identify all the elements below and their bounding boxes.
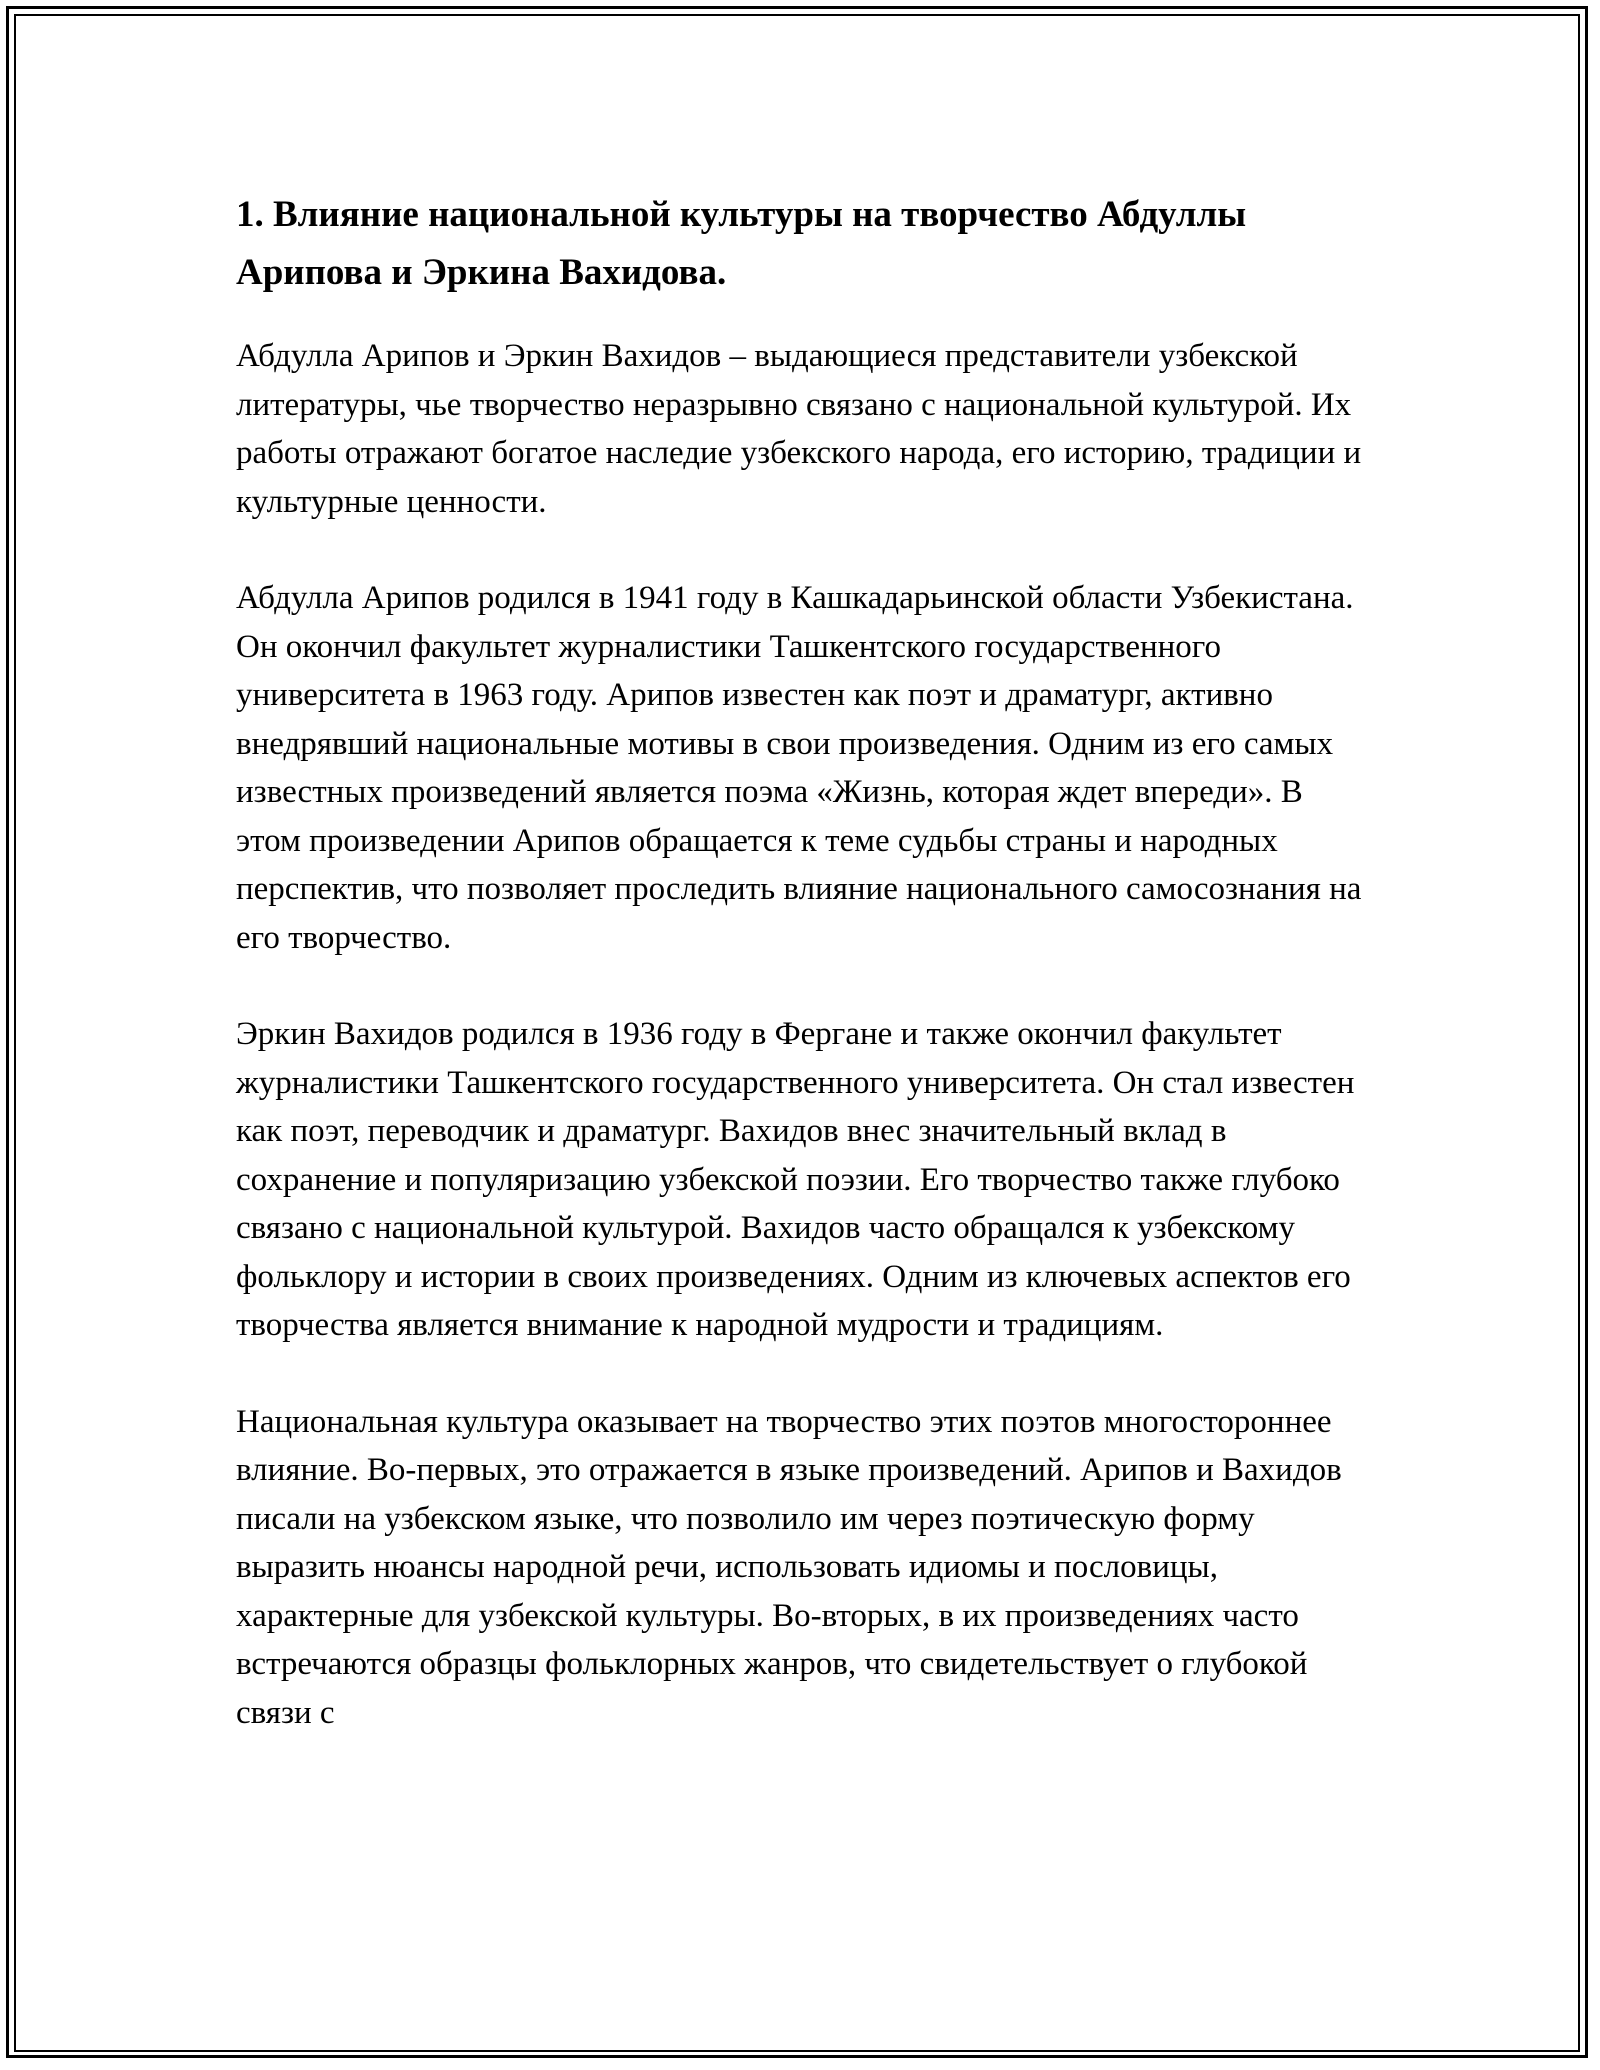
paragraph-vakhidov: Эркин Вахидов родился в 1936 году в Фергане и также окончил факультет журналистики Ташкентского государственного университета. Он стал известен как поэт, переводчик и драматург. Вахидов внес значительный вклад в сохранение и популяризацию узбекской поэзии. Его творчество также глубоко связано с национальной культурой. Вахидов часто обращался к узбекскому фольклору и истории в своих произведениях. Одним из ключевых аспектов его творчества является внимание к народной мудрости и традициям. [236, 1016, 1355, 1343]
paragraph-aripov: Абдулла Арипов родился в 1941 году в Кашкадарьинской области Узбекистана. Он окончил факультет журналистики Ташкентского государственного университета в 1963 году. Арипов известен как поэт и драматург, активно внедрявший национальные мотивы в свои произведения. Одним из его самых известных произведений является поэма «Жизнь, которая ждет впереди». В этом произведении Арипов обращается к теме судьбы страны и народных перспектив, что позволяет проследить влияние национального самосознания на его творчество. [236, 580, 1362, 956]
paragraph-national-culture: Национальная культура оказывает на творчество этих поэтов многостороннее влияние. Во-первых, это отражается в языке произведений. Арипов и Вахидов писали на узбекском языке, что позволило им через поэтическую форму выразить нюансы народной речи, использовать идиомы и пословицы, характерные для узбекской культуры. Во-вторых, в их произведениях часто встречаются образцы фольклорных жанров, что свидетельствует о глубокой связи с [236, 1403, 1342, 1731]
paragraph-intro: Абдулла Арипов и Эркин Вахидов – выдающиеся представители узбекской литературы, чье творчество неразрывно связано с национальной культурой. Их работы отражают богатое наследие узбекского народа, его историю, традиции и культурные ценности. [236, 338, 1362, 520]
section-title: 1. Влияние национальной культуры на творчество Абдуллы Арипова и Эркина Вахидова. [236, 194, 1247, 293]
document-body [236, 186, 1366, 1785]
